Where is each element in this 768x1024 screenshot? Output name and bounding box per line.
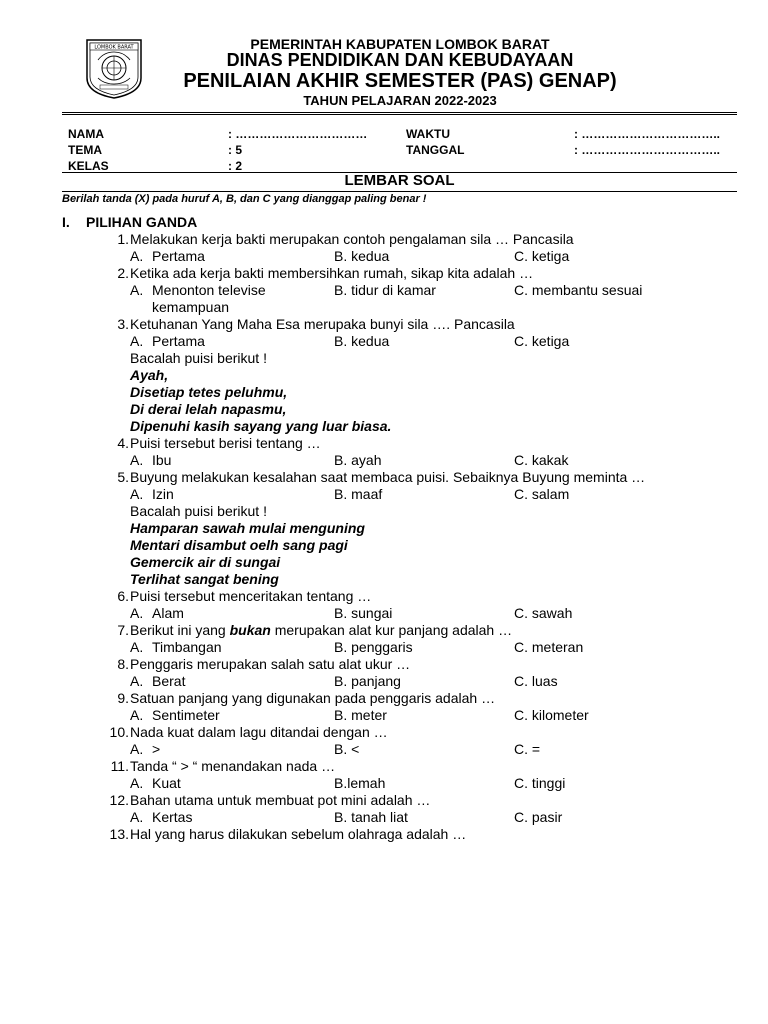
question-text-pre: Berikut ini yang (130, 622, 230, 638)
question-number: 6. (117, 588, 129, 604)
option-b[interactable]: B. ayah (334, 452, 382, 468)
question-number: 1. (117, 231, 129, 247)
option-a-text: Alam (152, 605, 184, 621)
waktu-field[interactable]: : …………………………….. (574, 127, 720, 141)
question-number: 13. (109, 826, 129, 842)
poem-line: Hamparan sawah mulai menguning (130, 520, 365, 536)
question-5 (0, 469, 768, 486)
question-text: Melakukan kerja bakti merupakan contoh pengalaman sila … Pancasila (130, 231, 574, 247)
poem-intro-text: Bacalah puisi berikut ! (130, 350, 267, 366)
header-department: DINAS PENDIDIKAN DAN KEBUDAYAAN (226, 50, 574, 70)
poem-line: Mentari disambut oelh sang pagi (130, 537, 348, 553)
lombok-barat-seal-logo (84, 38, 144, 100)
question-text-emphasis: bukan (229, 622, 271, 638)
option-a[interactable] (130, 333, 205, 350)
question-7 (0, 622, 768, 639)
poem-line: Disetiap tetes peluhmu, (130, 384, 288, 400)
question-3 (0, 316, 768, 333)
option-a-text: Izin (152, 486, 174, 502)
option-b[interactable]: B. kedua (334, 248, 390, 264)
question-8-options (0, 673, 768, 690)
question-text: Bahan utama untuk membuat pot mini adalah … (130, 792, 431, 808)
question-number: 4. (117, 435, 129, 451)
section-number: I. (62, 214, 70, 230)
option-b[interactable]: B. sungai (334, 605, 393, 621)
question-number: 7. (117, 622, 129, 638)
question-4-options (0, 452, 768, 469)
question-text (130, 622, 512, 639)
title-rule-bottom (62, 191, 737, 192)
poem-2-line-3 (0, 554, 768, 571)
question-text: Puisi tersebut berisi tentang … (130, 435, 321, 451)
header-exam-title: PENILAIAN AKHIR SEMESTER (PAS) GENAP) (183, 70, 617, 92)
option-b[interactable]: B. kedua (334, 333, 390, 349)
poem-1-line-2 (0, 384, 768, 401)
poem-1-line-4 (0, 418, 768, 435)
option-a[interactable] (130, 639, 222, 656)
option-a-text: Berat (152, 673, 186, 689)
kelas-label: KELAS (68, 159, 109, 173)
option-b[interactable]: B. tanah liat (334, 809, 408, 825)
question-text: Tanda “ > “ menandakan nada … (130, 758, 336, 774)
question-number: 11. (110, 758, 129, 774)
question-1-options (0, 248, 768, 265)
waktu-label: WAKTU (406, 127, 450, 141)
option-c[interactable]: C. kakak (514, 452, 569, 468)
option-b[interactable]: B. maaf (334, 486, 383, 502)
poem-line: Ayah, (130, 367, 169, 383)
option-c[interactable]: C. ketiga (514, 248, 570, 264)
option-a-text: Pertama (152, 333, 205, 349)
question-9 (0, 690, 768, 707)
option-b[interactable]: B. meter (334, 707, 387, 723)
option-a[interactable] (130, 282, 266, 299)
option-letter: A. (130, 809, 144, 825)
section-heading (62, 214, 197, 230)
option-c[interactable]: C. kilometer (514, 707, 589, 723)
info-values-left (228, 126, 367, 174)
option-c[interactable]: C. salam (514, 486, 570, 502)
poem-intro-text: Bacalah puisi berikut ! (130, 503, 267, 519)
question-11 (0, 758, 768, 775)
question-2 (0, 265, 768, 282)
option-a-text: Ibu (152, 452, 172, 468)
question-12 (0, 792, 768, 809)
option-a-text: Sentimeter (152, 707, 220, 723)
question-6-options (0, 605, 768, 622)
question-text: Ketika ada kerja bakti membersihkan rumah, sikap kita adalah … (130, 265, 534, 281)
option-a[interactable] (130, 486, 174, 503)
poem-line: Terlihat sangat bening (130, 571, 279, 587)
option-b[interactable]: B. panjang (334, 673, 401, 689)
option-c[interactable]: C. meteran (514, 639, 584, 655)
option-a-text: Pertama (152, 248, 205, 264)
poem-1-intro (0, 350, 768, 367)
info-labels-right (406, 126, 464, 158)
sheet-title: LEMBAR SOAL (344, 172, 455, 189)
question-9-options (0, 707, 768, 724)
logo-text: LOMBOK BARAT (94, 44, 134, 51)
tema-label: TEMA (68, 143, 102, 157)
header-school-year: TAHUN PELAJARAN 2022-2023 (303, 93, 497, 108)
question-list (0, 231, 768, 843)
question-6 (0, 588, 768, 605)
question-text: Puisi tersebut menceritakan tentang … (130, 588, 372, 604)
option-b[interactable]: B.lemah (334, 775, 386, 791)
option-c[interactable]: C. tinggi (514, 775, 566, 791)
option-b[interactable]: B. penggaris (334, 639, 413, 655)
poem-2-intro (0, 503, 768, 520)
question-text: Ketuhanan Yang Maha Esa merupaka bunyi sila …. Pancasila (130, 316, 515, 332)
poem-2-line-1 (0, 520, 768, 537)
question-5-options (0, 486, 768, 503)
question-number: 9. (117, 690, 129, 706)
tema-value: : 5 (228, 143, 243, 157)
option-c[interactable]: C. sawah (514, 605, 573, 621)
poem-2-line-4 (0, 571, 768, 588)
header-rule-top (62, 112, 737, 113)
option-letter: A. (130, 741, 144, 757)
question-number: 2. (117, 265, 129, 281)
question-7-options (0, 639, 768, 656)
option-a[interactable] (130, 741, 160, 758)
poem-line: Dipenuhi kasih sayang yang luar biasa. (130, 418, 392, 434)
option-b[interactable]: B. < (334, 741, 360, 757)
option-letter: A. (130, 775, 144, 791)
question-10-options (0, 741, 768, 758)
question-13 (0, 826, 768, 843)
question-12-options (0, 809, 768, 826)
question-1 (0, 231, 768, 248)
option-letter: A. (130, 248, 144, 264)
question-text: Penggaris merupakan salah satu alat ukur … (130, 656, 411, 672)
question-text: Buyung melakukan kesalahan saat membaca puisi. Sebaiknya Buyung meminta … (130, 469, 646, 485)
question-text: Satuan panjang yang digunakan pada penggaris adalah … (130, 690, 496, 706)
option-letter: A. (130, 486, 144, 502)
poem-1-line-1 (0, 367, 768, 384)
poem-2-line-2 (0, 537, 768, 554)
option-letter: A. (130, 673, 144, 689)
question-text: Nada kuat dalam lagu ditandai dengan … (130, 724, 388, 740)
header-rule-bottom (62, 114, 737, 115)
option-a-text: Kertas (152, 809, 193, 825)
option-c-continuation: kemampuan (152, 299, 230, 315)
info-values-right (574, 126, 720, 158)
option-c[interactable]: C. luas (514, 673, 558, 689)
question-8 (0, 656, 768, 673)
kelas-value: : 2 (228, 159, 243, 173)
section-label: PILIHAN GANDA (86, 214, 198, 230)
option-letter: A. (130, 639, 144, 655)
question-number: 3. (117, 316, 129, 332)
question-4 (0, 435, 768, 452)
option-a[interactable] (130, 673, 185, 690)
question-number: 5. (117, 469, 129, 485)
question-2-options (0, 282, 768, 299)
tanggal-label: TANGGAL (406, 143, 465, 157)
option-a-text: Timbangan (152, 639, 222, 655)
poem-1-line-3 (0, 401, 768, 418)
option-letter: A. (130, 333, 144, 349)
option-a-text: > (152, 741, 161, 757)
question-2-option-c-continued (0, 299, 768, 316)
header-government: PEMERINTAH KABUPATEN LOMBOK BARAT (250, 36, 550, 52)
question-text: Hal yang harus dilakukan sebelum olahraga adalah … (130, 826, 467, 842)
option-letter: A. (130, 452, 144, 468)
question-number: 8. (117, 656, 129, 672)
question-text-post: merupakan alat kur panjang adalah … (270, 622, 513, 638)
nama-label: NAMA (68, 127, 104, 141)
option-a[interactable] (130, 452, 171, 469)
option-b[interactable]: B. tidur di kamar (334, 282, 436, 298)
option-c[interactable]: C. pasir (514, 809, 563, 825)
option-letter: A. (130, 282, 144, 298)
option-a[interactable] (130, 605, 184, 622)
option-c[interactable]: C. ketiga (514, 333, 570, 349)
option-c[interactable]: C. membantu sesuai (514, 282, 643, 298)
question-number: 10. (109, 724, 129, 740)
option-letter: A. (130, 605, 144, 621)
option-a[interactable] (130, 248, 205, 265)
question-number: 12. (109, 792, 129, 808)
option-letter: A. (130, 707, 144, 723)
instruction-text: Berilah tanda (X) pada huruf A, B, dan C yang dianggap paling benar ! (62, 193, 427, 205)
option-a[interactable] (130, 809, 192, 826)
nama-field[interactable]: : …………………………… (228, 127, 368, 141)
option-a[interactable] (130, 775, 181, 792)
poem-line: Gemercik air di sungai (130, 554, 281, 570)
question-10 (0, 724, 768, 741)
option-c[interactable]: C. = (514, 741, 541, 757)
question-3-options (0, 333, 768, 350)
option-a-text: Menonton televise (152, 282, 266, 298)
option-a-text: Kuat (152, 775, 181, 791)
option-a[interactable] (130, 707, 220, 724)
tanggal-field[interactable]: : …………………………….. (574, 143, 720, 157)
info-labels-left (68, 126, 109, 174)
question-11-options (0, 775, 768, 792)
poem-line: Di derai lelah napasmu, (130, 401, 287, 417)
